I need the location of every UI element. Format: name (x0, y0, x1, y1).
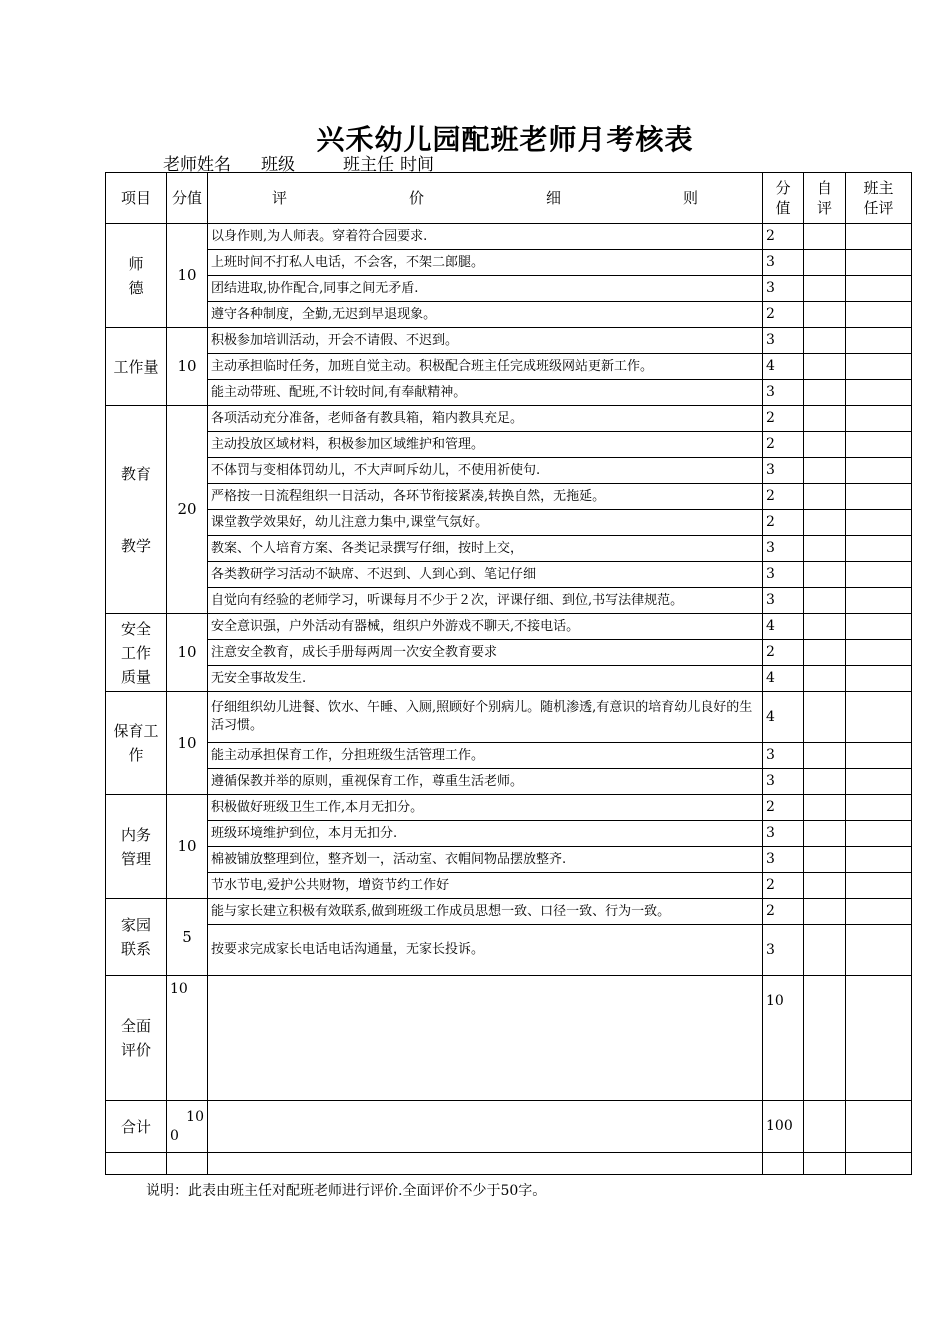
head-eval-cell[interactable] (846, 614, 912, 640)
table-row (106, 743, 912, 769)
table-row (106, 458, 912, 484)
self-eval-cell[interactable] (804, 458, 846, 484)
empty-cell (106, 1153, 167, 1175)
head-eval-cell[interactable] (846, 406, 912, 432)
table-row (106, 821, 912, 847)
criterion-text: 遵循保教并举的原则，重视保育工作，尊重生活老师。 (208, 769, 763, 795)
criterion-points: 2 (763, 406, 804, 432)
table-row (106, 847, 912, 873)
overall-row (106, 976, 912, 1101)
criterion-text: 无安全事故发生. (208, 666, 763, 692)
table-row (106, 536, 912, 562)
head-eval-cell[interactable] (846, 795, 912, 821)
head-eval-cell[interactable] (846, 1101, 912, 1153)
class-label: 班级 (261, 155, 295, 175)
category-label: 质量 (120, 667, 151, 686)
head-eval-cell[interactable] (846, 536, 912, 562)
category-label: 作 (128, 746, 144, 764)
category-label: 工作 (120, 643, 151, 662)
criterion-points: 2 (763, 302, 804, 328)
criterion-text: 积极参加培训活动，开会不请假、不迟到。 (208, 328, 763, 354)
head-eval-cell[interactable] (846, 640, 912, 666)
criterion-text: 班级环境维护到位，本月无扣分. (208, 821, 763, 847)
header-score: 分值 (167, 173, 208, 224)
category-score: 10 (167, 795, 208, 899)
self-eval-cell[interactable] (804, 328, 846, 354)
criterion-points: 3 (763, 769, 804, 795)
self-eval-cell[interactable] (804, 380, 846, 406)
criterion-points: 3 (763, 380, 804, 406)
criterion-points: 4 (763, 666, 804, 692)
category-label (109, 486, 163, 534)
header-row (106, 173, 912, 224)
self-eval-cell[interactable] (804, 976, 846, 1101)
self-eval-cell[interactable] (804, 484, 846, 510)
criterion-text: 仔细组织幼儿进餐、饮水、午睡、入厕,照顾好个别病儿。随机渗透,有意识的培育幼儿良好的生活习惯。 (208, 692, 763, 743)
criterion-text: 遵守各种制度，全勤,无迟到早退现象。 (208, 302, 763, 328)
category-label: 德 (128, 278, 144, 297)
table-row (106, 380, 912, 406)
criterion-points: 3 (763, 328, 804, 354)
head-eval-cell[interactable] (846, 692, 912, 743)
head-eval-cell[interactable] (846, 380, 912, 406)
table-row (106, 614, 912, 640)
table-row (106, 588, 912, 614)
self-eval-cell[interactable] (804, 1101, 846, 1153)
criterion-points: 2 (763, 432, 804, 458)
self-eval-cell[interactable] (804, 692, 846, 743)
criterion-points: 2 (763, 510, 804, 536)
criterion-points: 4 (763, 354, 804, 380)
category-score: 10 (167, 224, 208, 328)
criterion-text: 能主动承担保育工作，分担班级生活管理工作。 (208, 743, 763, 769)
self-eval-cell[interactable] (804, 795, 846, 821)
table-row (106, 250, 912, 276)
criterion-points: 2 (763, 484, 804, 510)
self-eval-cell[interactable] (804, 640, 846, 666)
self-eval-cell[interactable] (804, 588, 846, 614)
head-eval-cell[interactable] (846, 769, 912, 795)
overall-label (106, 976, 167, 1101)
head-eval-cell[interactable] (846, 276, 912, 302)
table-row (106, 510, 912, 536)
head-eval-cell[interactable] (846, 588, 912, 614)
self-eval-cell[interactable] (804, 769, 846, 795)
criterion-points: 3 (763, 821, 804, 847)
criterion-text: 严格按一日流程组织一日活动，各环节衔接紧凑,转换自然，无拖延。 (208, 484, 763, 510)
self-eval-cell[interactable] (804, 354, 846, 380)
head-eval-cell[interactable] (846, 510, 912, 536)
criterion-text: 注意安全教育，成长手册每两周一次安全教育要求 (208, 640, 763, 666)
self-eval-cell[interactable] (804, 562, 846, 588)
criterion-points: 3 (763, 276, 804, 302)
head-eval-cell[interactable] (846, 666, 912, 692)
head-eval-cell[interactable] (846, 562, 912, 588)
category-label: 管理 (120, 849, 151, 868)
overall-label-line1: 全面 (120, 1017, 151, 1035)
self-eval-cell[interactable] (804, 847, 846, 873)
self-eval-cell[interactable] (804, 276, 846, 302)
self-eval-cell[interactable] (804, 821, 846, 847)
table-row (106, 328, 912, 354)
head-eval-cell[interactable] (846, 743, 912, 769)
self-eval-cell[interactable] (804, 614, 846, 640)
table-row (106, 302, 912, 328)
category-score: 10 (167, 614, 208, 692)
table-row (106, 769, 912, 795)
header-rules-char: 细 (545, 188, 561, 207)
category-cell (106, 328, 167, 406)
header-rules-char: 则 (682, 188, 698, 207)
criterion-points: 3 (763, 925, 804, 976)
head-eval-cell[interactable] (846, 224, 912, 250)
self-eval-cell[interactable] (804, 510, 846, 536)
criterion-text: 团结进取,协作配合,同事之间无矛盾. (208, 276, 763, 302)
evaluation-table (105, 172, 912, 1175)
total-row (106, 1101, 912, 1153)
category-label: 联系 (120, 940, 151, 958)
total-label: 合计 (106, 1101, 167, 1153)
category-cell (106, 224, 167, 328)
category-cell (106, 692, 167, 795)
category-cell (106, 406, 167, 614)
criterion-text: 主动承担临时任务，加班自觉主动。积极配合班主任完成班级网站更新工作。 (208, 354, 763, 380)
criterion-points: 2 (763, 899, 804, 925)
header-self-line1: 自 (816, 178, 832, 197)
header-self-line2: 评 (816, 199, 832, 217)
footnote: 说明：此表由班主任对配班老师进行评价.全面评价不少于50字。 (146, 1183, 547, 1199)
self-eval-cell[interactable] (804, 432, 846, 458)
category-score: 5 (167, 899, 208, 976)
header-rules-char: 价 (408, 188, 424, 207)
head-eval-cell[interactable] (846, 458, 912, 484)
self-eval-cell[interactable] (804, 743, 846, 769)
head-eval-cell[interactable] (846, 873, 912, 899)
header-points-line2: 值 (775, 199, 791, 217)
criterion-text: 不体罚与变相体罚幼儿，不大声呵斥幼儿，不使用祈使句. (208, 458, 763, 484)
table-row (106, 666, 912, 692)
criterion-points: 2 (763, 224, 804, 250)
table-row (106, 640, 912, 666)
category-label: 保育工 (113, 722, 159, 740)
criterion-points: 3 (763, 562, 804, 588)
table-row (106, 276, 912, 302)
head-eval-cell[interactable] (846, 899, 912, 925)
head-eval-cell[interactable] (846, 328, 912, 354)
criterion-text: 教案、个人培育方案、各类记录撰写仔细，按时上交， (208, 536, 763, 562)
header-rules (208, 173, 763, 224)
table-row (106, 925, 912, 976)
category-score: 10 (167, 328, 208, 406)
criterion-points: 3 (763, 250, 804, 276)
criterion-points: 2 (763, 795, 804, 821)
category-label: 教育 (120, 464, 151, 483)
criterion-text: 以身作则,为人师表。穿着符合园要求. (208, 224, 763, 250)
category-cell (106, 795, 167, 899)
criterion-text: 各项活动充分准备，老师备有教具箱，箱内教具充足。 (208, 406, 763, 432)
criterion-text: 主动投放区域材料，积极参加区域维护和管理。 (208, 432, 763, 458)
total-points: 100 (763, 1101, 804, 1153)
header-head-line2: 任评 (863, 199, 894, 217)
table-row (106, 562, 912, 588)
category-score: 10 (167, 692, 208, 795)
table-row (106, 899, 912, 925)
empty-cell (167, 1153, 208, 1175)
criterion-text: 能主动带班、配班,不计较时间,有奉献精神。 (208, 380, 763, 406)
header-item: 项目 (106, 173, 167, 224)
criterion-text: 课堂教学效果好，幼儿注意力集中,课堂气氛好。 (208, 510, 763, 536)
self-eval-cell[interactable] (804, 925, 846, 976)
overall-points: 10 (763, 976, 804, 1101)
teacher-name-label: 老师姓名 (163, 155, 231, 175)
overall-score: 10 (167, 976, 208, 1101)
category-label: 家园 (120, 916, 151, 934)
table-row (106, 873, 912, 899)
criterion-text: 节水节电,爱护公共财物，增资节约工作好 (208, 873, 763, 899)
head-eval-cell[interactable] (846, 847, 912, 873)
table-row (106, 692, 912, 743)
criterion-text: 安全意识强，户外活动有器械，组织户外游戏不聊天,不接电话。 (208, 614, 763, 640)
header-self-eval (804, 173, 846, 224)
category-label: 教学 (120, 536, 151, 555)
self-eval-cell[interactable] (804, 666, 846, 692)
criterion-text: 按要求完成家长电话电话沟通量，无家长投诉。 (208, 925, 763, 976)
head-eval-cell[interactable] (846, 354, 912, 380)
page-title: 兴禾幼儿园配班老师月考核表 (316, 123, 694, 156)
self-eval-cell[interactable] (804, 873, 846, 899)
empty-cell (208, 1153, 763, 1175)
head-eval-cell[interactable] (846, 925, 912, 976)
header-head-line1: 班主 (863, 178, 894, 197)
criterion-points: 4 (763, 692, 804, 743)
category-label: 内务 (120, 825, 151, 844)
category-label: 工作量 (113, 357, 159, 376)
criterion-points: 2 (763, 873, 804, 899)
time-label: 时间 (400, 155, 434, 175)
empty-row (106, 1153, 912, 1175)
criterion-points: 3 (763, 847, 804, 873)
header-points (763, 173, 804, 224)
table-row (106, 484, 912, 510)
head-eval-cell[interactable] (846, 250, 912, 276)
category-cell (106, 899, 167, 976)
self-eval-cell[interactable] (804, 224, 846, 250)
total-score-line2: 0 (170, 1127, 179, 1144)
head-teacher-label: 班主任 (343, 155, 394, 175)
criterion-points: 4 (763, 614, 804, 640)
category-label: 安全 (120, 619, 151, 638)
empty-cell (763, 1153, 804, 1175)
total-comment-cell (208, 1101, 763, 1153)
overall-label-line2: 评价 (120, 1041, 151, 1059)
table-row (106, 795, 912, 821)
head-eval-cell[interactable] (846, 976, 912, 1101)
empty-cell (804, 1153, 846, 1175)
head-eval-cell[interactable] (846, 821, 912, 847)
criterion-text: 各类教研学习活动不缺席、不迟到、人到心到、笔记仔细 (208, 562, 763, 588)
category-cell (106, 614, 167, 692)
total-score (167, 1101, 208, 1153)
self-eval-cell[interactable] (804, 899, 846, 925)
head-eval-cell[interactable] (846, 432, 912, 458)
criterion-points: 3 (763, 588, 804, 614)
header-head-eval (846, 173, 912, 224)
overall-comment-cell[interactable] (208, 976, 763, 1101)
criterion-text: 棉被铺放整理到位，整齐划一，活动室、衣帽间物品摆放整齐. (208, 847, 763, 873)
total-score-line1: 10 (186, 1108, 204, 1125)
self-eval-cell[interactable] (804, 536, 846, 562)
category-label: 师 (128, 254, 144, 273)
self-eval-cell[interactable] (804, 302, 846, 328)
criterion-text: 上班时间不打私人电话，不会客，不架二郎腿。 (208, 250, 763, 276)
header-points-line1: 分 (775, 178, 791, 197)
criterion-points: 3 (763, 458, 804, 484)
head-eval-cell[interactable] (846, 302, 912, 328)
empty-cell (846, 1153, 912, 1175)
criterion-points: 3 (763, 536, 804, 562)
table-row (106, 406, 912, 432)
self-eval-cell[interactable] (804, 250, 846, 276)
table-row (106, 432, 912, 458)
criterion-text: 积极做好班级卫生工作,本月无扣分。 (208, 795, 763, 821)
head-eval-cell[interactable] (846, 484, 912, 510)
header-rules-char: 评 (271, 188, 287, 207)
criterion-points: 2 (763, 640, 804, 666)
self-eval-cell[interactable] (804, 406, 846, 432)
criterion-text: 能与家长建立积极有效联系,做到班级工作成员思想一致、口径一致、行为一致。 (208, 899, 763, 925)
criterion-points: 3 (763, 743, 804, 769)
category-score: 20 (167, 406, 208, 614)
table-row (106, 224, 912, 250)
table-row (106, 354, 912, 380)
criterion-text: 自觉向有经验的老师学习，听课每月不少于２次，评课仔细、到位,书写法律规范。 (208, 588, 763, 614)
